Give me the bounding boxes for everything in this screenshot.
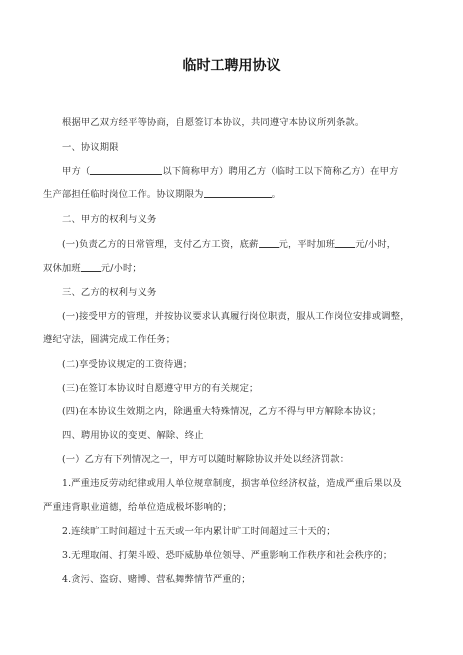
document-title: 临时工聘用协议 [182,58,281,74]
section-3-item-4: (四)在本协议生效期之内，除遇重大特殊情况，乙方不得与甲方解除本协议； [62,406,382,417]
weekday-overtime-blank [335,237,355,248]
section-2-item-1-line-2: 双休加班 元/小时； [43,263,142,274]
section-4-item-2: 2.连续旷工时间超过十五天或一年内累计旷工时间超过三十天的； [62,526,336,537]
section-1-paragraph-line-2: 生产部担任临时岗位工作。协议期限为 。 [43,189,282,200]
section-4-item-1-line-1: 1.严重违反劳动纪律或用人单位规章制度，损害单位经济权益，造成严重后果以及 [62,478,402,489]
section-3-item-1-line-1: (一)接受甲方的管理，并按协议要求认真履行岗位职责，服从工作岗位安排或调整， [62,311,410,322]
section-4-item-1-line-2: 严重违背职业道德，给单位造成极坏影响的； [43,502,232,513]
party-a-name-blank [90,164,162,175]
section-2-item-1-line-1: (一)负责乙方的日常管理，支付乙方工资，底薪 元，平时加班 元/小时， [62,239,397,250]
base-salary-blank [259,237,279,248]
section-3-heading: 三、乙方的权利与义务 [62,287,157,298]
section-4-item-3: 3.无理取闹、打架斗殴、恐吓威胁单位领导、严重影响工作秩序和社会秩序的； [62,550,393,561]
section-4-clause-1: (一）乙方有下列情况之一，甲方可以随时解除协议并处以经济罚款： [62,454,350,465]
intro-paragraph: 根据甲乙双方经平等协商，自愿签订本协议，共同遵守本协议所列条款。 [62,117,365,128]
section-4-heading: 四、聘用协议的变更、解除、终止 [62,430,204,441]
section-3-item-2: (二)享受协议规定的工资待遇； [62,359,193,370]
section-3-item-3: (三)在签订本协议时自愿遵守甲方的有关规定； [62,383,259,394]
term-period-blank [204,187,272,198]
section-3-item-1-line-2: 遵纪守法，圆满完成工作任务； [43,334,176,345]
weekend-overtime-blank [81,261,101,272]
section-4-item-4: 4.贪污、盗窃、赌博、营私舞弊情节严重的； [62,574,251,585]
section-1-heading: 一、协议期限 [62,142,119,153]
section-2-heading: 二、甲方的权利与义务 [62,214,157,225]
section-1-paragraph-line-1: 甲方（ 以下简称甲方）聘用乙方（临时工以下简称乙方）在甲方 [62,166,399,177]
